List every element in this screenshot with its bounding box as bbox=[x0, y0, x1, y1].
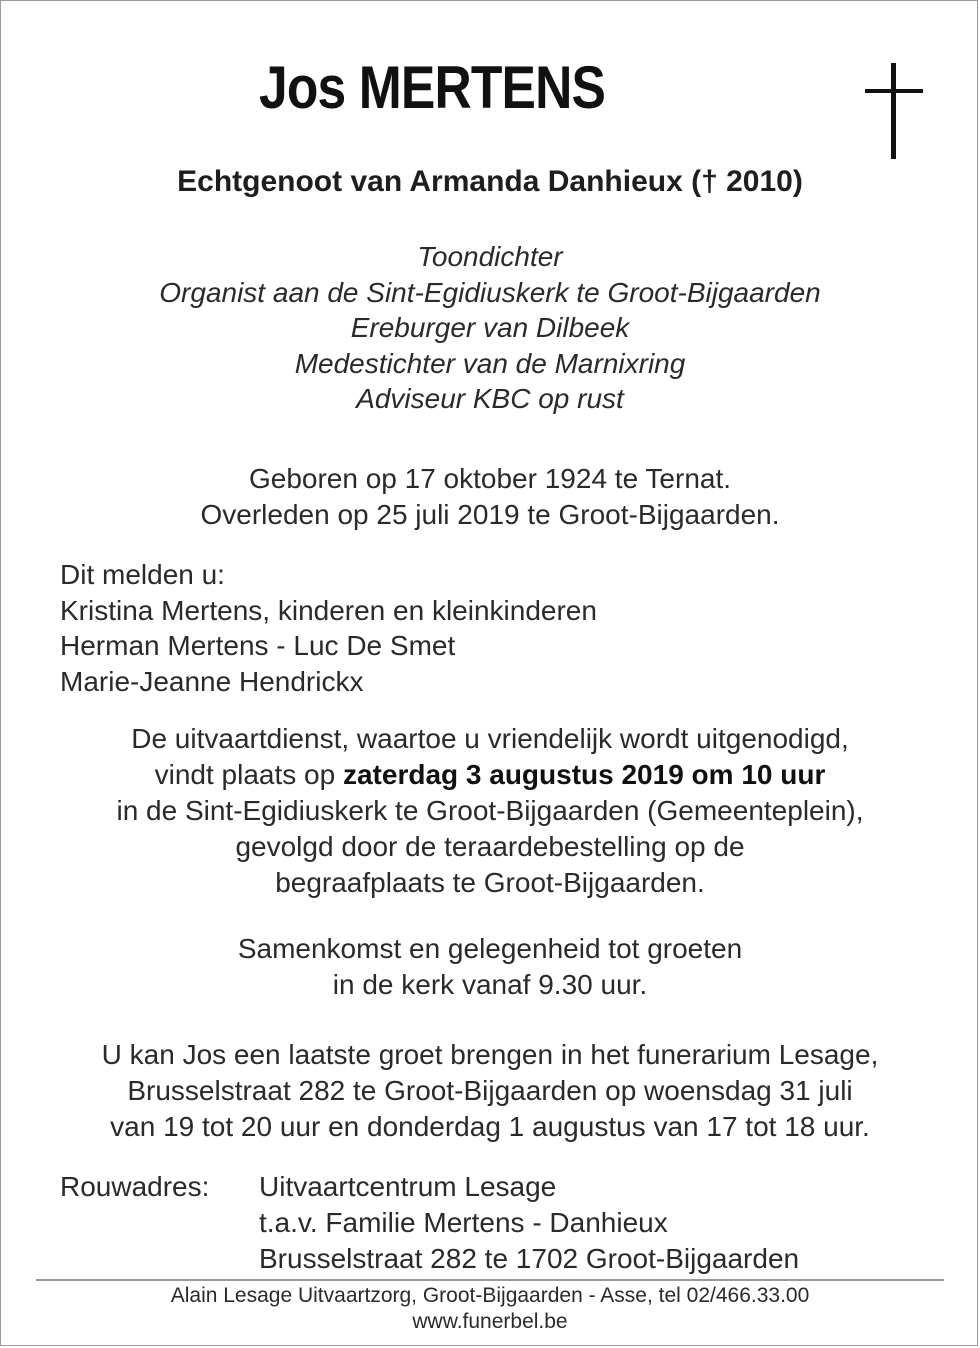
service-line bbox=[1, 757, 979, 793]
title-item: Medestichter van de Marnixring bbox=[294, 347, 686, 379]
service-prefix: vindt plaats op bbox=[154, 759, 343, 790]
titles-list bbox=[1, 239, 979, 417]
visit-line: Brusselstraat 282 te Groot-Bijgaarden op woensdag 31 juli bbox=[127, 1075, 853, 1106]
family-member: Kristina Mertens, kinderen en kleinkinderen bbox=[60, 594, 597, 626]
address-line: Brusselstraat 282 te 1702 Groot-Bijgaarden bbox=[259, 1243, 800, 1274]
family-member: Herman Mertens - Luc De Smet bbox=[60, 630, 456, 661]
meeting-line: Samenkomst en gelegenheid tot groeten bbox=[237, 933, 743, 964]
footer bbox=[1, 1283, 979, 1335]
spouse-line: Echtgenoot van Armanda Danhieux († 2010) bbox=[177, 165, 803, 198]
notifying-family bbox=[60, 557, 597, 699]
visitation-info bbox=[1, 1037, 979, 1145]
address-line: Uitvaartcentrum Lesage bbox=[259, 1171, 557, 1202]
deceased-name: Jos MERTENS bbox=[259, 54, 606, 121]
visit-line: van 19 tot 20 uur en donderdag 1 augustus van 17 tot 18 uur. bbox=[110, 1111, 870, 1142]
title-item: Toondichter bbox=[417, 241, 563, 272]
service-line: begraafplaats te Groot-Bijgaarden. bbox=[275, 867, 705, 898]
death-line: Overleden op 25 juli 2019 te Groot-Bijgaarden. bbox=[200, 499, 780, 530]
service-line: gevolgd door de teraardebestelling op de bbox=[235, 831, 745, 862]
life-dates bbox=[1, 461, 979, 533]
footer-divider bbox=[36, 1279, 944, 1281]
notify-intro: Dit melden u: bbox=[60, 559, 225, 590]
visit-line: U kan Jos een laatste groet brengen in het funerarium Lesage, bbox=[101, 1039, 879, 1070]
service-line: in de Sint-Egidiuskerk te Groot-Bijgaarden (Gemeenteplein), bbox=[116, 795, 864, 826]
meeting-line: in de kerk vanaf 9.30 uur. bbox=[332, 969, 648, 1000]
cross-icon bbox=[865, 63, 923, 161]
family-member: Marie-Jeanne Hendrickx bbox=[60, 665, 364, 697]
service-line: De uitvaartdienst, waartoe u vriendelijk wordt uitgenodigd, bbox=[131, 723, 849, 754]
service-date-time: zaterdag 3 augustus 2019 om 10 uur bbox=[342, 759, 826, 790]
funeral-service bbox=[1, 721, 979, 901]
title-item: Ereburger van Dilbeek bbox=[350, 312, 630, 343]
funeral-company: Alain Lesage Uitvaartzorg, Groot-Bijgaarden - Asse, tel 02/466.33.00 bbox=[170, 1284, 810, 1307]
title-item: Organist aan de Sint-Egidiuskerk te Groot-Bijgaarden bbox=[159, 276, 821, 308]
website-link[interactable]: www.funerbel.be bbox=[412, 1310, 568, 1333]
title-item: Adviseur KBC op rust bbox=[356, 383, 624, 414]
birth-line: Geboren op 17 oktober 1924 te Ternat. bbox=[248, 463, 732, 494]
mourning-address bbox=[259, 1169, 799, 1277]
meeting-info bbox=[1, 931, 979, 1003]
address-line: t.a.v. Familie Mertens - Danhieux bbox=[259, 1207, 668, 1238]
address-label: Rouwadres: bbox=[60, 1171, 210, 1202]
